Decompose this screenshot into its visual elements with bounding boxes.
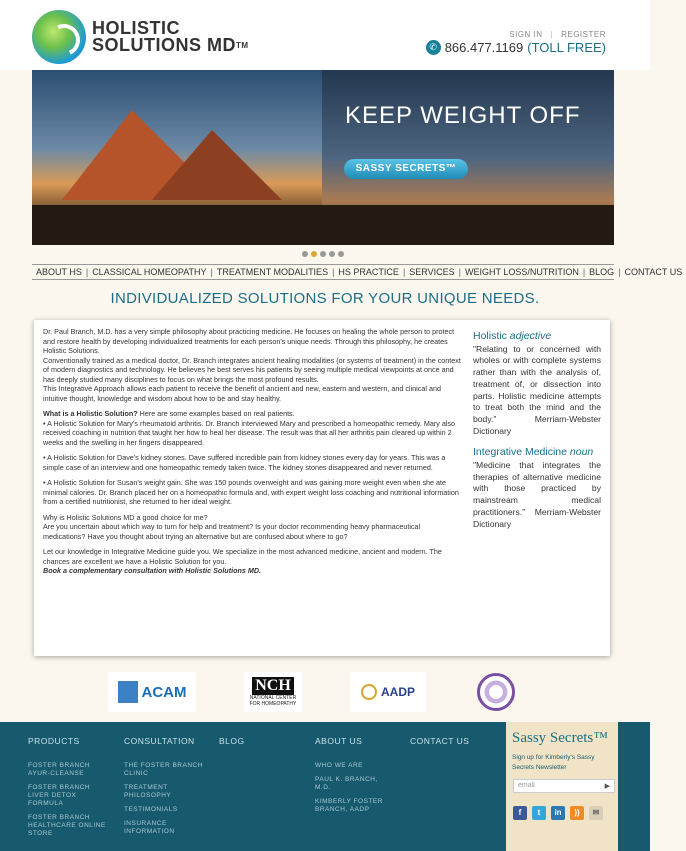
- register-link[interactable]: REGISTER: [561, 30, 606, 39]
- footer-col-contact: CONTACT US: [410, 736, 470, 746]
- email-input[interactable]: email ▶: [513, 779, 615, 793]
- acam-mark-icon: [118, 681, 138, 703]
- hero-title: KEEP WEIGHT OFF: [345, 102, 581, 129]
- phone-icon: ✆: [426, 40, 441, 55]
- partner-logos: [0, 668, 650, 716]
- definition-integrative: "Medicine that integrates the therapies of alternative medicine with those practiced by mainstream medical practitioners." Merriam-Webster Dictionary: [473, 460, 601, 529]
- nav-services[interactable]: SERVICES: [409, 267, 455, 277]
- footer-col-about: ABOUT US WHO WE ARE PAUL K. BRANCH, M.D. KIMBERLY FOSTER BRANCH, AADP: [315, 736, 383, 813]
- slide-dot-active[interactable]: [311, 251, 317, 257]
- training-paragraph: Conventionally trained as a medical doctor, Dr. Branch integrates ancient healing modalities (or systems of treatment) in the context of modern diagnostics and technology. He believes he best serves his patients by seeing multiple medical viewpoints at once and has deeply studied many disciplines to focus on what brings the most profound results.: [43, 355, 461, 384]
- approach-paragraph: This Integrative Approach allows each patient to receive the benefit of ancient and new, eastern and western, and clinical and intuitive thought, knowledge and wisdom about how to be and stay healthy.: [43, 384, 441, 403]
- nav-treatment-modalities[interactable]: TREATMENT MODALITIES: [216, 267, 329, 277]
- question-heading: What is a Holistic Solution?: [43, 409, 138, 418]
- site-header: [0, 0, 650, 70]
- account-links: SIGN IN | REGISTER: [509, 30, 606, 39]
- slide-dot[interactable]: [329, 251, 335, 257]
- aadp-swoosh-icon: [361, 684, 377, 700]
- example-susan: • A Holistic Solution for Susan's weight gain. She was 150 pounds overweight and was gaining more weight even when she ate minimal calories. Dr. Branch placed her on a homeopathic formula and, with expert weight loss coaching and nutritional information from a certified nutritionist, she returned to her ideal weight.: [43, 478, 459, 506]
- phone-number[interactable]: ✆ 866.477.1169 (TOLL FREE): [426, 40, 606, 55]
- site-logo[interactable]: [32, 10, 249, 64]
- definitions-sidebar: [473, 331, 601, 530]
- main-article: Dr. Paul Branch, M.D. has a very simple philosophy about practicing medicine. He focuses on healing the whole person to protect and restore health by developing individualized treatments for each person's unique needs. Through this philosophy, he creates Holistic Solutions. Conventionally trained as a medical doctor, Dr. Branch integrates ancient healing modalities (or systems of treatment) in the context of modern diagnostics and technology. He believes he best serves his patients by seeing multiple medical viewpoints at once and has deeply studied many disciplines to focus on what brings the most profound results. This Integrative Approach allows each patient to receive the benefit of ancient and new, eastern and western, and clinical and intuitive thought, knowledge and wisdom about how to be and stay healthy. What is a Holistic Solution? Here are some examples based on real patients. • A Holistic Solution for Mary's rheumatoid arthritis. Dr. Branch interviewed Mary and prescribed a homeopathic remedy. Mary also received coaching in nutrition that taught her how to heal her disease. The result was that all her arthritis pain cleared up within 2 weeks and the swelling in her fingers disappeared. • A Holistic Solution for Dave's kidney stones. Dave suffered incredible pain from kidney stones every day for years. This was a simple case of an interview and one homeopathic remedy taken twice. The kidney stones disappeared and never returned. • A Holistic Solution for Susan's weight gain. She was 150 pounds overweight and was gaining more weight even when she ate minimal calories. Dr. Branch placed her on a homeopathic formula and, with expert weight loss coaching and nutritional information from a certified nutritionist, she returned to her ideal weight. Why is Holistic Solutions MD a good choice for me? Are you uncertain about which way to turn for help and treatment? Is your doctor recommending heavy pharmaceutical medications? Have you thought about trying an alternative but are confused about where to go? Let our knowledge in Integrative Medicine guide you. We specialize in the most advanced medicine, ancient and modern. The chances are excellent we have a Holistic Solution for you. Book a complementary consultation with Holistic Solutions MD.: [43, 327, 461, 575]
- logo-text: HOLISTIC SOLUTIONS MD™: [92, 18, 249, 55]
- guide-paragraph: Let our knowledge in Integrative Medicine guide you. We specialize in the most advanced medicine, ancient and modern. The chances are excellent we have a Holistic Solution for you.: [43, 547, 442, 566]
- newsletter-signup: [506, 722, 618, 851]
- definition-holistic: "Relating to or concerned with wholes or with complete systems rather than with the analysis of, treatment of, or dissection into parts. Holistic medicine attempts to treat both the mind and the body." Merriam-Webster Dictionary: [473, 343, 601, 436]
- page-tagline: INDIVIDUALIZED SOLUTIONS FOR YOUR UNIQUE NEEDS.: [110, 290, 540, 307]
- definition-title-holistic: Holistic adjective: [473, 330, 552, 342]
- slider-dots: [302, 251, 344, 257]
- why-heading: Why is Holistic Solutions MD a good choice for me?: [43, 512, 208, 522]
- sassy-secrets-button[interactable]: SASSY SECRETS™: [344, 159, 468, 179]
- nav-blog[interactable]: BLOG: [589, 267, 615, 277]
- intro-paragraph: Dr. Paul Branch, M.D. has a very simple philosophy about practicing medicine. He focuses on healing the whole person to protect and restore health by developing individualized treatments for each person's unique needs. Through this philosophy, he creates Holistic Solutions.: [43, 327, 455, 355]
- acam-logo[interactable]: ACAM: [108, 672, 196, 712]
- slide-dot[interactable]: [338, 251, 344, 257]
- nav-weight-loss-nutrition[interactable]: WEIGHT LOSS/NUTRITION: [464, 267, 579, 277]
- consultation-cta[interactable]: Book a complementary consultation with Holistic Solutions MD.: [43, 566, 262, 575]
- newsletter-subtitle: Sign up for Kimberly's Sassy Secrets Newsletter: [512, 754, 595, 771]
- social-links: [513, 806, 603, 820]
- hero-banner: [32, 70, 614, 245]
- linkedin-icon[interactable]: in: [551, 806, 565, 820]
- facebook-icon[interactable]: f: [513, 806, 527, 820]
- submit-arrow-icon[interactable]: ▶: [604, 783, 610, 790]
- nch-logo[interactable]: NCH NATIONAL CENTER FOR HOMEOPATHY: [244, 672, 302, 712]
- example-dave: • A Holistic Solution for Dave's kidney stones. Dave suffered incredible pain from kidney stones every day for years. This was a simple case of an interview and one homeopathic remedy taken twice. The kidney stones disappeared and never returned.: [43, 453, 446, 472]
- slide-dot[interactable]: [320, 251, 326, 257]
- slide-dot[interactable]: [302, 251, 308, 257]
- footer-col-products: PRODUCTS FOSTER BRANCH AYUR-CLEANSE FOSTER BRANCH LIVER DETOX FORMULA FOSTER BRANCH HEALTHCARE ONLINE STORE: [28, 736, 106, 837]
- nav-classical-homeopathy[interactable]: CLASSICAL HOMEOPATHY: [92, 267, 207, 277]
- aadp-logo[interactable]: AADP: [350, 672, 426, 712]
- footer-col-blog: BLOG: [219, 736, 245, 746]
- logo-mark-icon: [32, 10, 86, 64]
- seal-logo[interactable]: [476, 672, 516, 712]
- nav-about-hs[interactable]: ABOUT HS: [36, 267, 82, 277]
- nav-contact-us[interactable]: CONTACT US: [624, 267, 683, 277]
- mail-icon[interactable]: ✉: [589, 806, 603, 820]
- newsletter-title: Sassy Secrets™: [512, 730, 608, 746]
- why-paragraph: Are you uncertain about which way to turn for help and treatment? Is your doctor recommending heavy pharmaceutical medications? Have you thought about trying an alternative but are confused about where to go?: [43, 522, 421, 541]
- seal-icon: [477, 673, 515, 711]
- definition-title-integrative: Integrative Medicine noun: [473, 446, 594, 459]
- nav-hs-practice[interactable]: HS PRACTICE: [338, 267, 399, 277]
- rss-icon[interactable]: )): [570, 806, 584, 820]
- twitter-icon[interactable]: t: [532, 806, 546, 820]
- footer-col-consultation: CONSULTATION THE FOSTER BRANCH CLINIC TREATMENT PHILOSOPHY TESTIMONIALS INSURANCE INFORMATION: [124, 736, 203, 835]
- sign-in-link[interactable]: SIGN IN: [509, 30, 543, 39]
- example-mary: • A Holistic Solution for Mary's rheumatoid arthritis. Dr. Branch interviewed Mary and prescribed a homeopathic remedy. Mary also received coaching in nutrition that taught her how to heal her disease. The result was that all her arthritis pain cleared up within 2 weeks and the swelling in her fingers disappeared.: [43, 418, 456, 447]
- main-nav: ABOUT HS | CLASSICAL HOMEOPATHY | TREATMENT MODALITIES | HS PRACTICE | SERVICES | WEIGHT LOSS/NUTRITION | BLOG | CONTACT US: [32, 264, 614, 280]
- content-panel: [34, 320, 610, 656]
